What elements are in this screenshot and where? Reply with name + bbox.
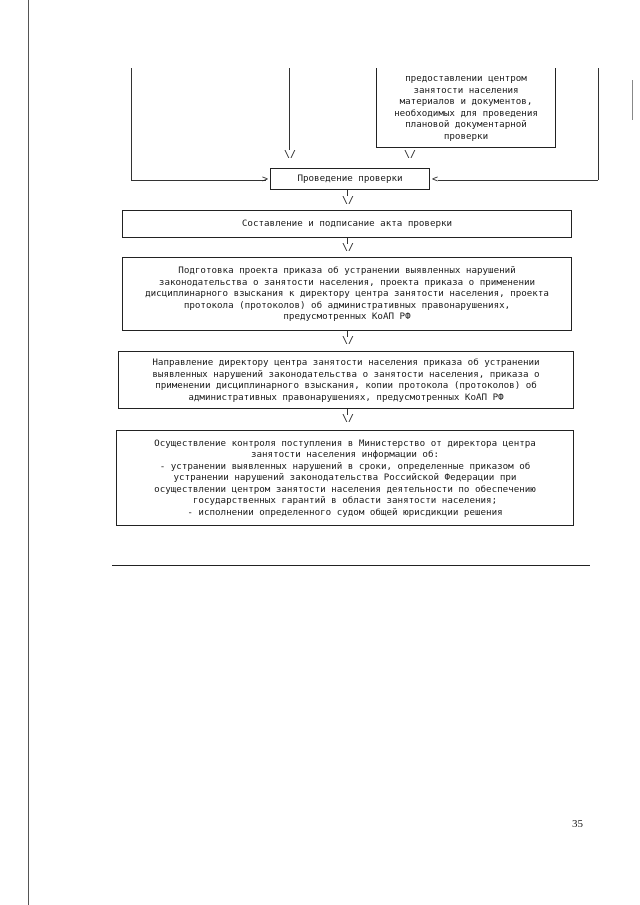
flow-line-left xyxy=(131,68,132,180)
arrow-down-icon: \/ xyxy=(342,242,355,253)
arrow-right-icon: > xyxy=(262,174,269,185)
prepare-box-text: Подготовка проекта приказа об устранении выявленных нарушений законодательства о занятости населения, проекта приказа о применении дисциплинарного взыскания к директору центра занятости населения, проекта протокола (протоколов) об административных правонарушениях, предусмотренных КоАП РФ xyxy=(145,265,549,323)
arrow-down-icon: \/ xyxy=(284,149,297,160)
scan-edge-right xyxy=(632,80,633,120)
arrow-down-icon: \/ xyxy=(342,335,355,346)
inspection-box xyxy=(270,168,430,190)
send-box xyxy=(118,351,574,409)
act-box-text: Составление и подписание акта проверки xyxy=(241,218,453,230)
separator-line xyxy=(112,565,590,566)
page-number: 35 xyxy=(572,818,583,830)
flow-line-right xyxy=(598,68,599,180)
arrow-down-icon: \/ xyxy=(342,413,355,424)
send-box-text: Направление директору центра занятости населения приказа об устранении выявленных нарушений законодательства о занятости населения, приказа о применении дисциплинарного взыскания, копии протокола (протоколов) об административных правонарушениях, предусмотренных КоАП РФ xyxy=(152,357,540,403)
flow-line-right-horizontal xyxy=(438,180,598,181)
flow-line-middle xyxy=(289,68,290,150)
arrow-down-icon: \/ xyxy=(342,195,355,206)
control-box-text: Осуществление контроля поступления в Министерство от директора центра занятости населения информации об: - устранении выявленных нарушений в сроки, определенные приказом об устранении нарушений законодательства Российской Федерации при осуществлении центром занятости населения деятельности по обеспечению государственных гарантий в области занятости населения; - исполнении определенного судом общей юрисдикции решения xyxy=(154,437,536,518)
arrow-down-icon: \/ xyxy=(404,149,417,160)
scan-edge xyxy=(28,0,29,905)
act-box xyxy=(122,210,572,238)
materials-box-text: предоставлении центром занятости населения материалов и документов, необходимых для проведения плановой документарной проверки xyxy=(394,73,538,142)
flow-line-left-horizontal xyxy=(131,180,266,181)
materials-box xyxy=(376,68,556,148)
inspection-box-text: Проведение проверки xyxy=(297,173,403,185)
prepare-box xyxy=(122,257,572,331)
control-box xyxy=(116,430,574,526)
arrow-left-icon: < xyxy=(432,174,439,185)
